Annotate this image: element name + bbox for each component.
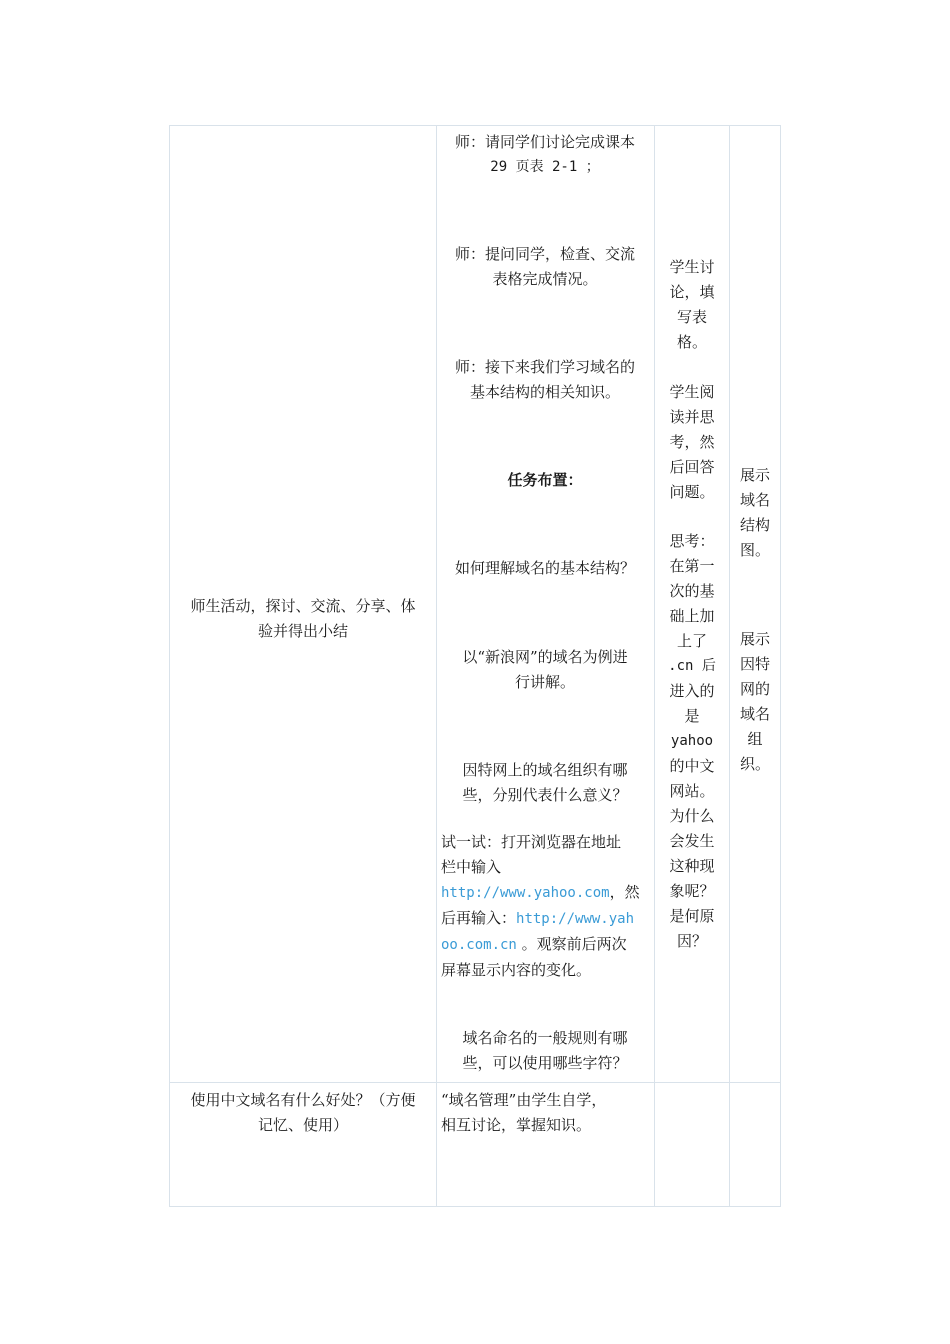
question-domain-organizations-line2: 些，分别代表什么意义？ xyxy=(462,786,628,804)
try-it-line4-prefix: 后再输入： xyxy=(441,909,517,927)
teacher-prompt-1-line1: 师：请同学们讨论完成课本 xyxy=(454,133,635,151)
student-activity-1-line: 格。 xyxy=(676,333,707,351)
column-divider xyxy=(436,126,437,1206)
teacher-prompt-2-line2: 表格完成情况。 xyxy=(492,270,598,288)
row1-activity-cell xyxy=(172,594,434,644)
student-think-line: 进入的 xyxy=(669,682,715,700)
student-think-line: 象呢？ xyxy=(669,882,715,900)
media-show-organizations-line: 域名 xyxy=(739,705,770,723)
student-think-line: .cn 后 xyxy=(668,658,716,674)
student-think-line: 次的基 xyxy=(669,582,715,600)
media-show-organizations-line: 网的 xyxy=(739,680,770,698)
row2-self-study-line1: “域名管理”由学生自学， xyxy=(441,1091,607,1109)
teacher-prompt-2-line1: 师：提问同学，检查、交流 xyxy=(454,245,635,263)
media-show-organizations-line: 因特 xyxy=(739,655,770,673)
student-activity-2-line: 读并思 xyxy=(669,408,715,426)
column-divider xyxy=(654,126,655,1206)
task-title: 任务布置： xyxy=(507,471,583,489)
row-divider xyxy=(170,1082,780,1083)
student-think-line: 因？ xyxy=(676,932,707,950)
student-activity-2-line: 考，然 xyxy=(669,433,715,451)
question-domain-structure: 如何理解域名的基本结构？ xyxy=(454,559,635,577)
media-show-structure-line: 域名 xyxy=(739,491,770,509)
student-think-line: 网站。 xyxy=(669,782,715,800)
student-think-line: 会发生 xyxy=(669,832,715,850)
student-activity-1-line: 学生讨 xyxy=(669,258,715,276)
media-show-structure-line: 展示 xyxy=(739,466,770,484)
question-naming-rules-line2: 些，可以使用哪些字符？ xyxy=(462,1054,628,1072)
student-think-line: 思考： xyxy=(669,532,715,550)
yahoo-com-cn-link-part2[interactable]: oo.com.cn xyxy=(441,937,517,953)
student-think-line: 在第一 xyxy=(669,557,715,575)
teacher-prompt-1 xyxy=(438,130,652,180)
student-think-line: yahoo xyxy=(670,733,714,749)
student-think-line: 的中文 xyxy=(669,757,715,775)
student-think-line: 上了 xyxy=(676,632,707,650)
try-it-line4 xyxy=(441,906,653,932)
row1-activity-line1: 师生活动，探讨、交流、分享、体 xyxy=(190,597,416,615)
media-show-structure-line: 图。 xyxy=(739,541,770,559)
question-naming-rules xyxy=(438,1026,652,1076)
media-show-structure-line: 结构 xyxy=(739,516,770,534)
media-show-organizations-line: 展示 xyxy=(739,630,770,648)
student-activity-2-line: 后回答 xyxy=(669,458,715,476)
question-domain-organizations-line1: 因特网上的域名组织有哪 xyxy=(462,761,628,779)
row2-activity-cell xyxy=(172,1088,434,1138)
student-activity-1-line: 写表 xyxy=(676,308,707,326)
teacher-prompt-1-line2: 29 页表 2-1 ； xyxy=(490,159,600,175)
try-it-line1: 试一试：打开浏览器在地址 xyxy=(441,833,622,851)
media-show-organizations xyxy=(730,627,780,777)
student-think-line: 是 xyxy=(684,707,700,725)
try-it-line5 xyxy=(441,932,653,958)
teacher-prompt-3-line2: 基本结构的相关知识。 xyxy=(469,383,620,401)
student-think-line: 这种现 xyxy=(669,857,715,875)
student-activity-1-line: 论，填 xyxy=(669,283,715,301)
try-it-line6: 屏幕显示内容的变化。 xyxy=(441,961,592,979)
media-show-organizations-line: 织。 xyxy=(739,755,770,773)
sina-example-line2: 行讲解。 xyxy=(514,673,575,691)
row2-self-study-cell xyxy=(441,1088,653,1138)
try-it-line3 xyxy=(441,880,653,906)
teacher-prompt-3 xyxy=(438,355,652,405)
row2-activity-line2: 记忆、使用） xyxy=(257,1116,348,1134)
row2-self-study-line2: 相互讨论，掌握知识。 xyxy=(441,1116,592,1134)
student-think-line: 是何原 xyxy=(669,907,715,925)
student-activity-2-line: 问题。 xyxy=(669,483,715,501)
try-it-paragraph xyxy=(441,830,653,983)
teacher-prompt-3-line1: 师：接下来我们学习域名的 xyxy=(454,358,635,376)
yahoo-com-cn-link-part1[interactable]: http://www.yah xyxy=(516,911,635,927)
row2-activity-line1: 使用中文域名有什么好处？（方便 xyxy=(190,1091,416,1109)
student-activity-2-line: 学生阅 xyxy=(669,383,715,401)
student-think-line: 础上加 xyxy=(669,607,715,625)
media-show-structure xyxy=(730,463,780,563)
student-think-question xyxy=(656,529,728,954)
question-naming-rules-line1: 域名命名的一般规则有哪 xyxy=(462,1029,628,1047)
try-it-line5-suffix: 。观察前后两次 xyxy=(516,935,627,953)
sina-example xyxy=(438,645,652,695)
row1-activity-line2: 验并得出小结 xyxy=(257,622,348,640)
try-it-line3-suffix: ，然 xyxy=(609,883,640,901)
media-show-organizations-line: 组 xyxy=(747,730,763,748)
student-think-line: 为什么 xyxy=(669,807,715,825)
try-it-line2: 栏中输入 xyxy=(441,858,502,876)
sina-example-line1: 以“新浪网”的域名为例进 xyxy=(462,648,628,666)
student-activity-2 xyxy=(656,380,728,505)
teacher-prompt-2 xyxy=(438,242,652,292)
yahoo-com-link[interactable]: http://www.yahoo.com xyxy=(441,885,610,901)
student-activity-1 xyxy=(656,255,728,355)
question-domain-organizations xyxy=(438,758,652,808)
